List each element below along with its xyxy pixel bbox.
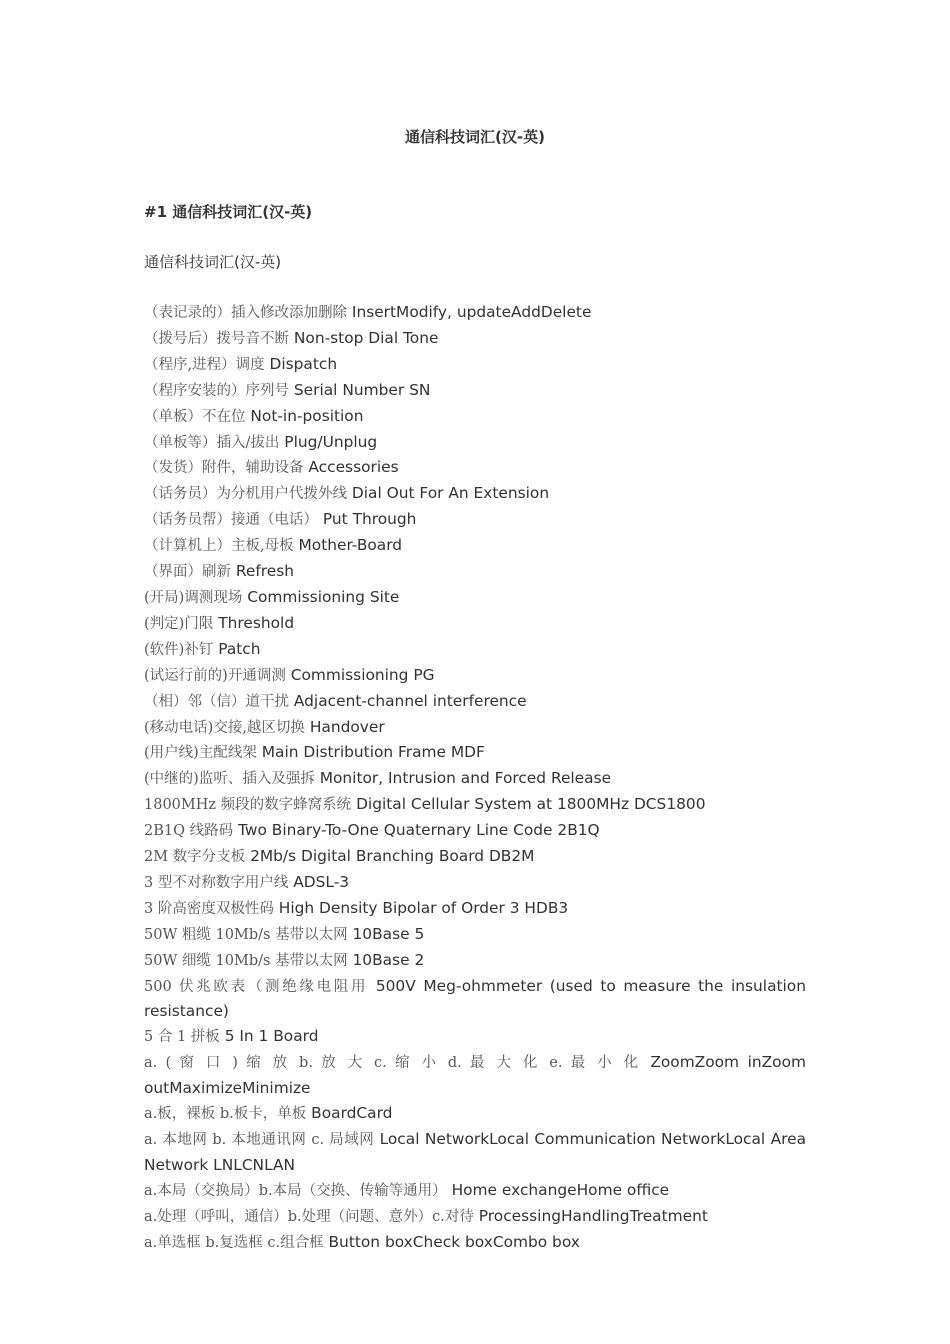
glossary-entry xyxy=(144,300,806,326)
entry-chinese-term: 2M 数字分支板 xyxy=(144,849,246,866)
glossary-entry xyxy=(144,559,806,585)
entry-chinese-term: （相）邻（信）道干扰 xyxy=(144,693,289,710)
entry-chinese-term: （发货）附件，辅助设备 xyxy=(144,460,304,477)
entry-english-term: Accessories xyxy=(308,458,399,477)
entry-english-term: Refresh xyxy=(235,562,295,581)
entry-chinese-term: (中继的)监听、插入及强拆 xyxy=(144,771,315,788)
entry-english-term: ADSL-3 xyxy=(293,872,350,891)
entry-english-term: High Density Bipolar of Order 3 HDB3 xyxy=(278,898,569,917)
glossary-entry xyxy=(144,948,806,974)
entry-english-term: Mother-Board xyxy=(298,536,403,555)
entry-english-term: InsertModify, updateAddDelete xyxy=(351,303,592,321)
section-heading: #1 通信科技词汇(汉-英) xyxy=(144,203,313,221)
glossary-entry xyxy=(144,870,806,896)
entry-english-term: Commissioning PG xyxy=(290,665,435,684)
glossary-entry xyxy=(144,404,806,430)
glossary-entry xyxy=(144,585,806,611)
entry-chinese-term: （程序安装的）序列号 xyxy=(144,382,289,399)
entry-chinese-term: (试运行前的)开通调测 xyxy=(144,667,286,684)
glossary-entry xyxy=(144,481,806,507)
entry-english-term: Not-in-position xyxy=(250,406,364,425)
entry-english-term: ProcessingHandlingTreatment xyxy=(478,1206,708,1225)
glossary-entry xyxy=(144,1178,806,1204)
glossary-entry xyxy=(144,507,806,533)
entry-chinese-term: (用户线)主配线架 xyxy=(144,745,257,762)
glossary-entry xyxy=(144,1050,806,1101)
entry-english-term: Monitor, Intrusion and Forced Release xyxy=(319,769,612,788)
entry-english-term: Serial Number SN xyxy=(293,380,431,399)
entry-english-term: Patch xyxy=(218,639,261,658)
entry-chinese-term: （话务员帮）接通（电话） xyxy=(144,512,318,529)
entry-english-term: Handover xyxy=(309,717,385,736)
glossary-entry xyxy=(144,896,806,922)
entry-english-term: 500V Meg-ohmmeter (used to measure the insulation resistance) xyxy=(144,976,806,1021)
entry-english-term: Plug/Unplug xyxy=(284,432,378,451)
glossary-entry xyxy=(144,663,806,689)
entry-chinese-term: 1800MHz 频段的数字蜂窝系统 xyxy=(144,797,352,814)
glossary-entry xyxy=(144,740,806,766)
entry-english-term: Threshold xyxy=(218,613,295,632)
entry-english-term: BoardCard xyxy=(311,1104,393,1123)
glossary-entry xyxy=(144,611,806,637)
entry-english-term: 5 In 1 Board xyxy=(224,1027,319,1046)
glossary-entry xyxy=(144,326,806,352)
entry-chinese-term: a.单选框 b.复选框 c.组合框 xyxy=(144,1234,324,1251)
glossary-entry xyxy=(144,974,806,1025)
entry-english-term: ZoomZoom inZoom outMaximizeMinimize xyxy=(144,1053,806,1098)
glossary-entry xyxy=(144,715,806,741)
entry-chinese-term: （界面）刷新 xyxy=(144,564,231,581)
glossary-entry xyxy=(144,637,806,663)
glossary-entry xyxy=(144,1127,806,1178)
glossary-entry xyxy=(144,792,806,818)
intro-line: 通信科技词汇(汉-英) xyxy=(144,253,282,271)
entry-english-term: 10Base 2 xyxy=(352,950,425,969)
entry-chinese-term: （拨号后）拨号音不断 xyxy=(144,330,289,347)
glossary-entry xyxy=(144,430,806,456)
entry-chinese-term: (判定)门限 xyxy=(144,615,214,632)
entry-chinese-term: 50W 粗缆 10Mb/s 基带以太网 xyxy=(144,926,348,943)
glossary-entry xyxy=(144,922,806,948)
entry-english-term: Two Binary-To-One Quaternary Line Code 2B1Q xyxy=(238,821,600,840)
glossary-entry xyxy=(144,844,806,870)
entry-chinese-term: 500 伏兆欧表（测绝缘电阻用 xyxy=(144,978,369,995)
entry-english-term: Put Through xyxy=(322,510,417,529)
entry-chinese-term: （表记录的）插入修改添加删除 xyxy=(144,305,347,321)
entry-chinese-term: （程序,进程）调度 xyxy=(144,356,265,373)
glossary-entry xyxy=(144,378,806,404)
entry-english-term: Non-stop Dial Tone xyxy=(293,328,439,347)
glossary-entry xyxy=(144,1230,806,1256)
entry-english-term: Adjacent-channel interference xyxy=(293,691,527,710)
entry-chinese-term: 3 阶高密度双极性码 xyxy=(144,900,274,917)
entry-chinese-term: a. 本地网 b. 本地通讯网 c. 局域网 xyxy=(144,1132,375,1148)
entry-chinese-term: a. ( 窗 口 ) 缩 放 b. 放 大 c. 缩 小 d. 最 大 化 e. 最 小 化 xyxy=(144,1055,642,1072)
entry-chinese-term: （单板等）插入/拔出 xyxy=(144,434,280,451)
entry-english-term: Dispatch xyxy=(269,354,338,373)
entry-english-term: 10Base 5 xyxy=(352,924,425,943)
entry-english-term: Button boxCheck boxCombo box xyxy=(328,1232,580,1251)
glossary-entry xyxy=(144,352,806,378)
entry-english-term: Local NetworkLocal Communication NetworkLocal Area Network LNLCNLAN xyxy=(144,1130,807,1174)
glossary-entry xyxy=(144,455,806,481)
entry-chinese-term: 50W 细缆 10Mb/s 基带以太网 xyxy=(144,952,348,969)
glossary-entry xyxy=(144,689,806,715)
entry-english-term: Main Distribution Frame MDF xyxy=(261,743,485,762)
document-title: 通信科技词汇(汉-英) xyxy=(405,128,545,146)
entry-chinese-term: (移动电话)交接,越区切换 xyxy=(144,719,305,736)
entry-english-term: Home exchangeHome office xyxy=(451,1180,670,1199)
glossary-entry xyxy=(144,1024,806,1050)
entry-english-term: 2Mb/s Digital Branching Board DB2M xyxy=(250,847,535,866)
entry-chinese-term: a.板，裸板 b.板卡，单板 xyxy=(144,1106,307,1123)
entry-chinese-term: a.本局（交换局）b.本局（交换、传输等通用） xyxy=(144,1182,447,1199)
glossary-entry xyxy=(144,766,806,792)
glossary-entry xyxy=(144,1204,806,1230)
document-page xyxy=(144,0,806,1344)
glossary-entry xyxy=(144,818,806,844)
entry-chinese-term: （计算机上）主板,母板 xyxy=(144,538,294,555)
entry-chinese-term: 2B1Q 线路码 xyxy=(144,823,234,840)
entry-chinese-term: (开局)调测现场 xyxy=(144,589,243,606)
glossary-entry xyxy=(144,1101,806,1127)
entry-english-term: Dial Out For An Extension xyxy=(351,484,550,503)
entry-chinese-term: （单板）不在位 xyxy=(144,408,246,425)
entry-english-term: Commissioning Site xyxy=(247,587,400,606)
entry-chinese-term: (软件)补钉 xyxy=(144,641,214,658)
entry-chinese-term: （话务员）为分机用户代拨外线 xyxy=(144,486,347,503)
entry-chinese-term: a.处理（呼叫，通信）b.处理（问题、意外）c.对待 xyxy=(144,1208,474,1225)
entry-chinese-term: 3 型不对称数字用户线 xyxy=(144,874,289,891)
entry-english-term: Digital Cellular System at 1800MHz DCS1800 xyxy=(356,795,706,814)
glossary-list xyxy=(144,300,806,1256)
glossary-entry xyxy=(144,533,806,559)
entry-chinese-term: 5 合 1 拼板 xyxy=(144,1029,220,1046)
